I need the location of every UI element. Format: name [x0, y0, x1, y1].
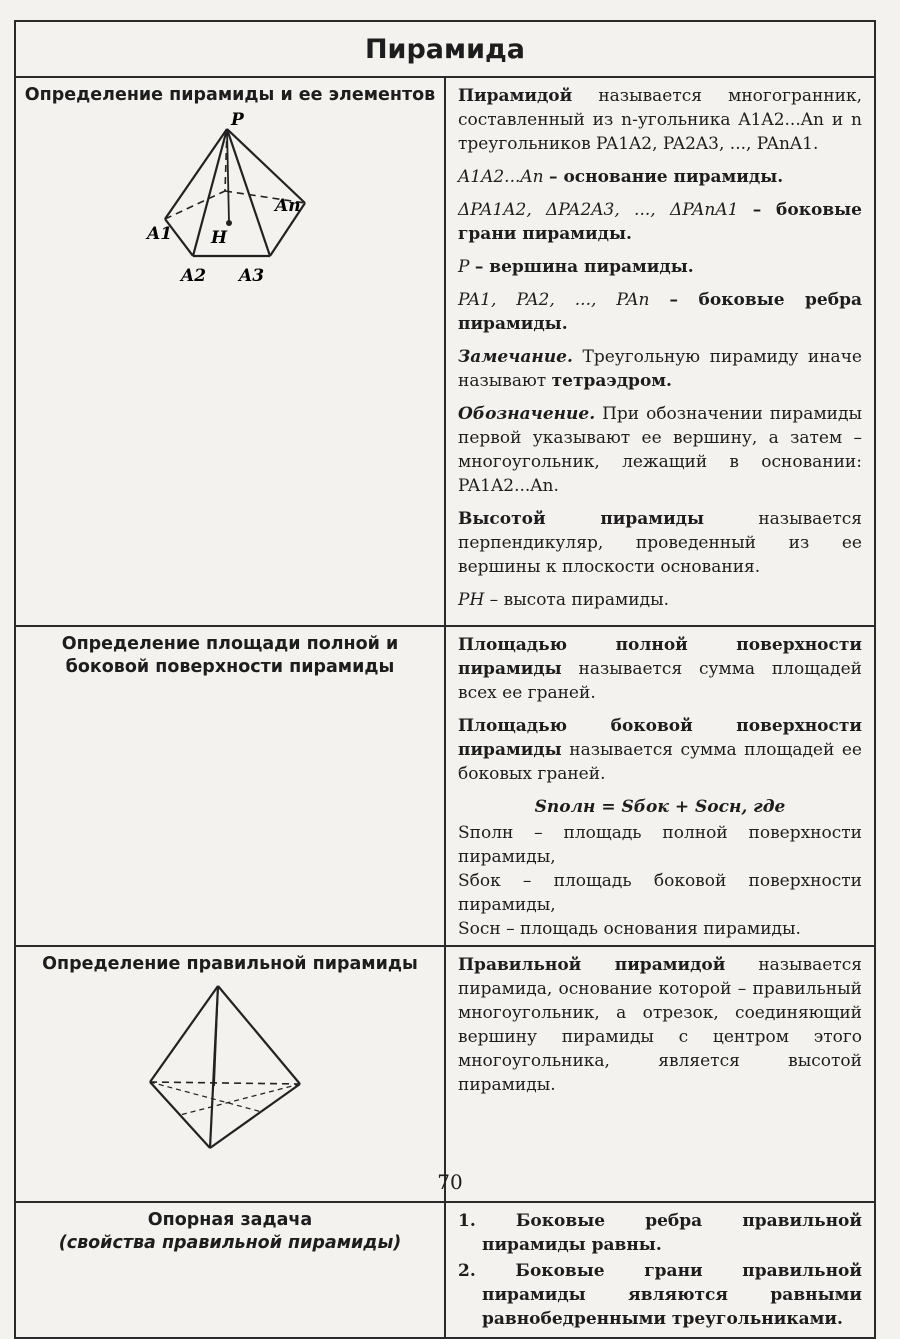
- label-A2: A2: [181, 266, 207, 286]
- note: Замечание. Треугольную пирамиду иначе называют тетраэдром.: [458, 347, 862, 391]
- list-item: 1. Боковые ребра правильной пирамиды равны.: [458, 1211, 862, 1255]
- left-heading: Определение правильной пирамиды: [42, 954, 418, 974]
- label-P: P: [231, 111, 244, 130]
- s-lateral-line: Sбок – площадь боковой поверхности пирамиды,: [458, 871, 862, 915]
- lateral-area-definition: Площадью боковой поверхности пирамиды называется сумма площадей ее боковых граней.: [458, 716, 862, 784]
- list-item: 2. Боковые грани правильной пирамиды являются равными равнобедренными треугольниками.: [458, 1261, 862, 1329]
- s-full-line: Sполн – площадь полной поверхности пирамиды,: [458, 823, 862, 867]
- regular-pyramid-figure: [140, 980, 320, 1160]
- height-definition: Высотой пирамиды называется перпендикуляр, проведенный из ее вершины к плоскости основания.: [458, 509, 863, 577]
- designation: Обозначение. При обозначении пирамиды первой указывают ее вершину, а затем – многоугольник, лежащий в основании: PA1A2...An.: [458, 404, 862, 496]
- pyramid-table: [14, 20, 876, 1339]
- label-An: An: [275, 196, 301, 216]
- left-heading: Определение площади полной и боковой поверхности пирамиды: [61, 634, 399, 677]
- left-heading: Опорная задача: [147, 1210, 313, 1230]
- full-area-definition: Площадью полной поверхности пирамиды называется сумма площадей всех ее граней.: [458, 635, 862, 703]
- edges-line: PA1, PA2, ..., PAn – боковые ребра пирамиды.: [458, 290, 862, 334]
- row-key-problem-label: [15, 1202, 445, 1338]
- faces-line: ΔPA1A2, ΔPA2A3, ..., ΔPAnA1 – боковые грани пирамиды.: [458, 200, 862, 244]
- row-area-label: [15, 626, 445, 946]
- row-pyramid-definition-content: [445, 77, 875, 626]
- row-pyramid-definition-label: [15, 77, 445, 626]
- row-area-content: [445, 626, 875, 946]
- pyramid-figure: [135, 111, 325, 291]
- label-A3: A3: [239, 266, 265, 286]
- ph-line: PH – высота пирамиды.: [458, 590, 670, 610]
- page-title: Пирамида: [15, 21, 875, 77]
- regular-pyramid-definition: Правильной пирамидой называется пирамида, основание которой – правильный многоугольник, а отрезок, соединяющий вершину пирамиды с центром этого многоугольника, является высотой пирамиды.: [458, 955, 862, 1095]
- apex-line: P – вершина пирамиды.: [458, 257, 694, 277]
- base-line: A1A2...An – основание пирамиды.: [458, 167, 784, 187]
- left-heading: Определение пирамиды и ее элементов: [24, 85, 436, 105]
- label-H: H: [211, 228, 228, 248]
- row-key-problem-content: [445, 1202, 875, 1338]
- area-formula: Sполн = Sбок + Sосн, где: [534, 797, 786, 817]
- row-regular-label: [15, 946, 445, 1202]
- row-regular-content: [445, 946, 875, 1202]
- left-subheading: (свойства правильной пирамиды): [58, 1233, 402, 1253]
- page-number: 70: [437, 1170, 463, 1194]
- s-base-line: Sосн – площадь основания пирамиды.: [458, 919, 801, 939]
- label-A1: A1: [147, 224, 173, 244]
- pyramid-definition: Пирамидой называется многогранник, составленный из n-угольника A1A2...An и n треугольников PA1A2, PA2A3, ..., PAnA1.: [458, 86, 862, 154]
- properties-list: [458, 1209, 862, 1331]
